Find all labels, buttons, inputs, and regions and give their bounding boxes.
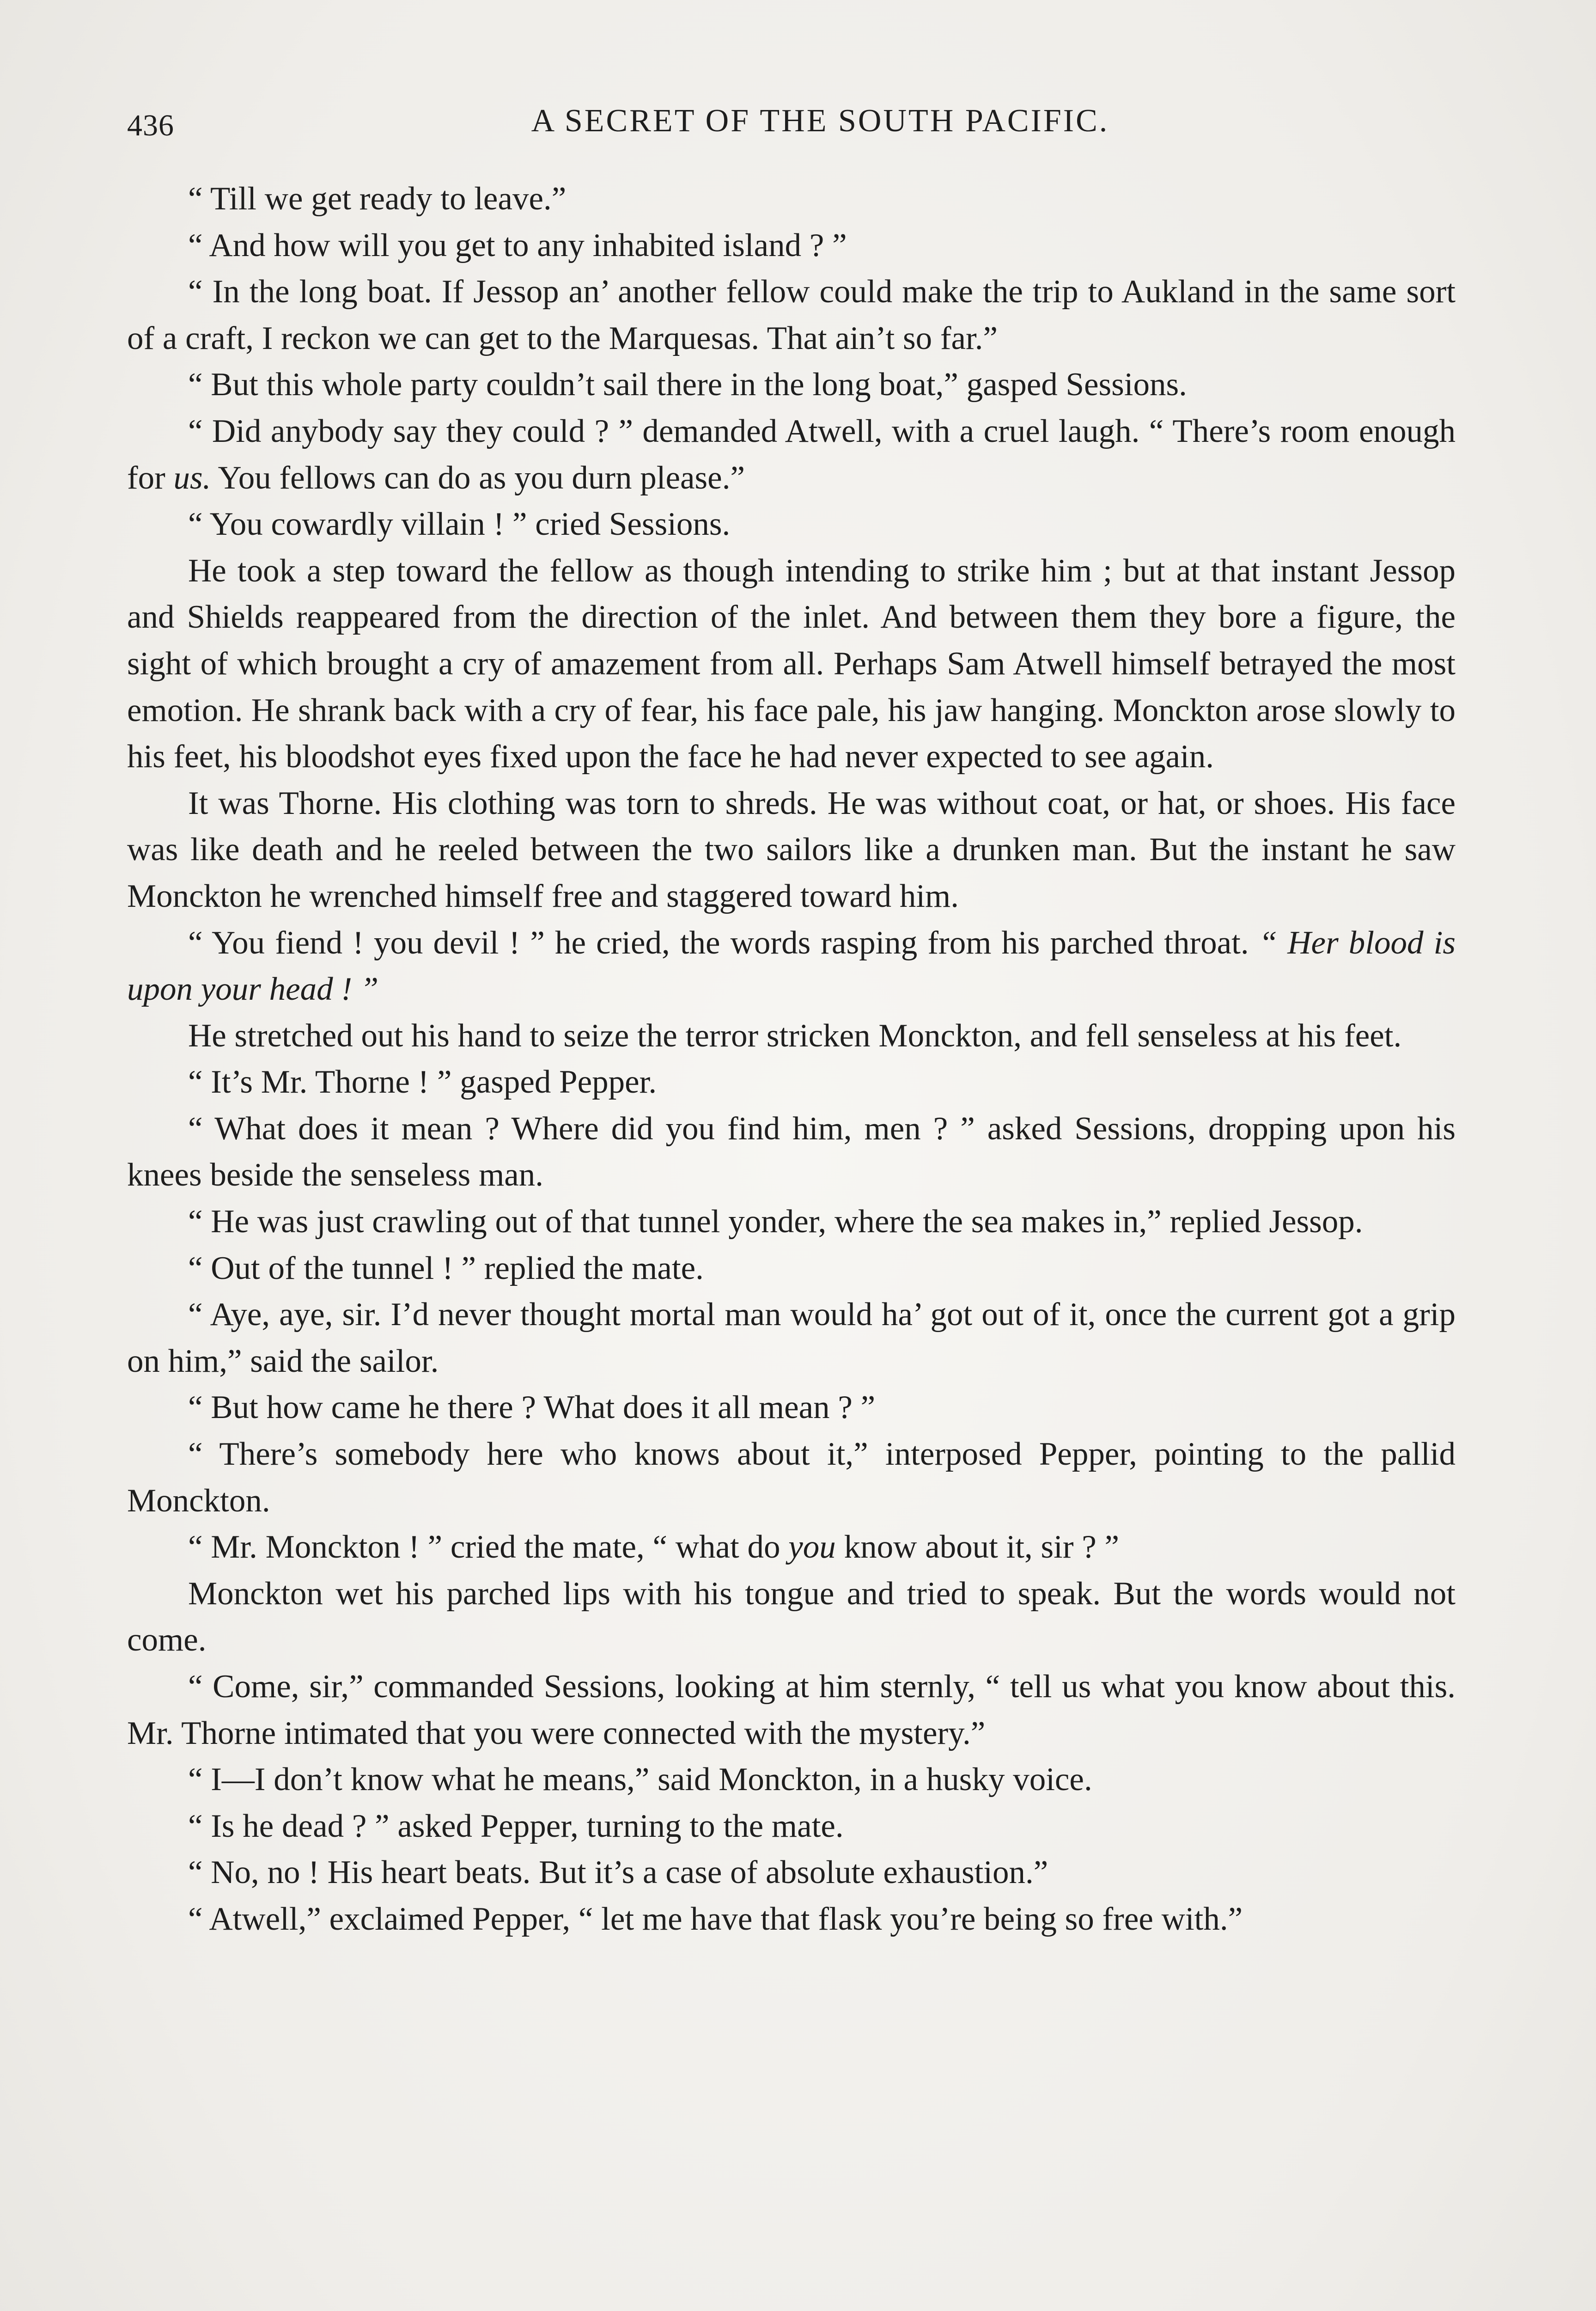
emphasis: us. [173, 459, 211, 496]
emphasis: you [788, 1529, 836, 1565]
paragraph [127, 920, 1456, 1013]
paragraph: It was Thorne. His clothing was torn to shreds. He was without coat, or hat, or shoes. His face was like death and he reeled between the two sailors like a drunken man. But the instant he saw Monckton he wrenched himself free and staggered toward him. [127, 785, 1456, 914]
paragraph: “ There’s somebody here who knows about it,” interposed Pepper, pointing to the pallid Monckton. [127, 1436, 1456, 1519]
paragraph: “ He was just crawling out of that tunnel yonder, where the sea makes in,” replied Jessop. [188, 1204, 1363, 1240]
text-run: know about it, sir ? ” [835, 1529, 1120, 1565]
paragraph: “ Aye, aye, sir. I’d never thought mortal man would ha’ got out of it, once the current got a grip on him,” said the sailor. [127, 1296, 1456, 1379]
paragraph: “ You cowardly villain ! ” cried Sessions. [188, 506, 731, 543]
text-run: “ Did anybody say they could ? ” demanded Atwell, with a cruel laugh. “ There’s room enough for [127, 413, 1456, 496]
paragraph: He stretched out his hand to seize the terror stricken Monckton, and fell senseless at his feet. [188, 1017, 1402, 1054]
paragraph: “ Out of the tunnel ! ” replied the mate. [188, 1250, 704, 1286]
emphasis: “ Her blood is upon your head ! ” [127, 924, 1456, 1008]
paragraph: “ Come, sir,” commanded Sessions, looking at him sternly, “ tell us what you know about this. Mr. Thorne intimated that you were connected with the mystery.” [127, 1669, 1456, 1751]
text-run: You fellows can do as you durn please.” [211, 459, 745, 496]
text-run: “ You fiend ! you devil ! ” he cried, the words rasping from his parched throat. [188, 924, 1259, 961]
paragraph: “ What does it mean ? Where did you find him, men ? ” asked Sessions, dropping upon his knees beside the senseless man. [127, 1110, 1456, 1193]
paragraph: “ But how came he there ? What does it all mean ? ” [188, 1389, 876, 1426]
paragraph: “ No, no ! His heart beats. But it’s a case of absolute exhaustion.” [188, 1854, 1048, 1891]
paragraph [127, 1524, 1456, 1571]
paragraph: He took a step toward the fellow as though intending to strike him ; but at that instant Jessop and Shields reappeared from the direction of the inlet. And between them they bore a figure, the sight of which brought a cry of amazement from all. Perhaps Sam Atwell himself betrayed the most emotion. He shrank back with a cry of fear, his face pale, his jaw hanging. Monckton arose slowly to his feet, his bloodshot eyes fixed upon the face he had never expected to see again. [127, 552, 1456, 775]
paragraph: “ And how will you get to any inhabited island ? ” [188, 227, 847, 263]
paragraph: “ In the long boat. If Jessop an’ another fellow could make the trip to Aukland in the same sort of a craft, I reckon we can get to the Marquesas. That ain’t so far.” [127, 274, 1456, 356]
paragraph: Monckton wet his parched lips with his tongue and tried to speak. But the words would not come. [127, 1575, 1456, 1658]
paragraph: “ But this whole party couldn’t sail there in the long boat,” gasped Sessions. [188, 367, 1187, 403]
running-title: A SECRET OF THE SOUTH PACIFIC. [531, 103, 1109, 139]
paragraph: “ Is he dead ? ” asked Pepper, turning to the mate. [188, 1808, 844, 1844]
page-number: 436 [127, 109, 174, 142]
body-text [127, 176, 1456, 1943]
paragraph [127, 408, 1456, 501]
page-header [127, 103, 1458, 153]
paragraph: “ It’s Mr. Thorne ! ” gasped Pepper. [188, 1064, 657, 1100]
text-run: “ Mr. Monckton ! ” cried the mate, “ what do [188, 1529, 789, 1565]
paragraph: “ Till we get ready to leave.” [188, 181, 567, 217]
paragraph: “ I—I don’t know what he means,” said Monckton, in a husky voice. [188, 1761, 1092, 1798]
paragraph: “ Atwell,” exclaimed Pepper, “ let me have that flask you’re being so free with.” [188, 1901, 1243, 1937]
